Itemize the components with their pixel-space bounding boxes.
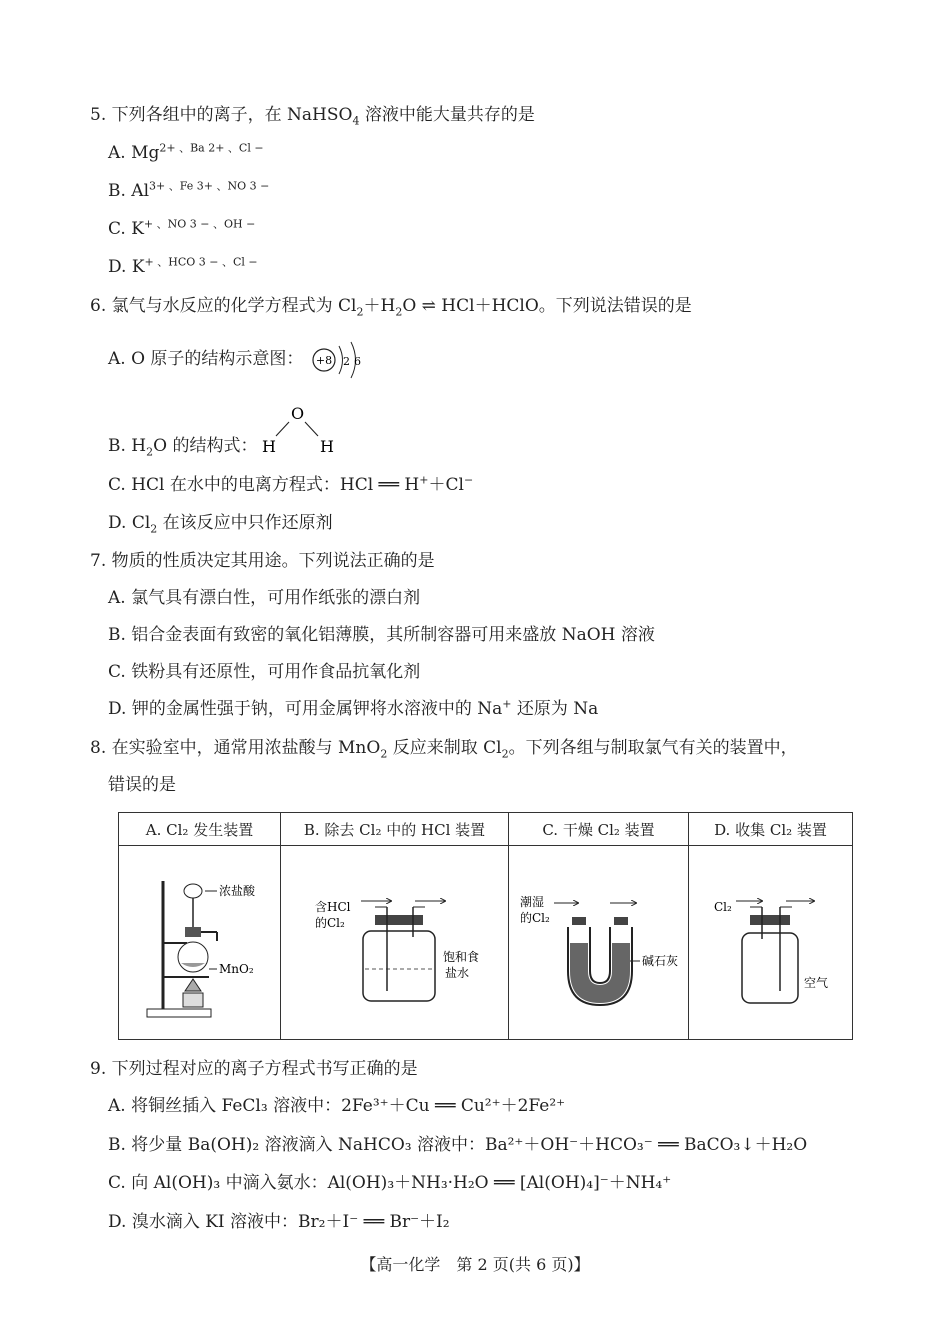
atom-h1: H [262, 437, 276, 456]
apparatus-table [118, 812, 853, 1040]
q6-stem: 6. 氯气与水反应的化学方程式为 $Cl_2+H_2O$ ⇌ HCl＋HClO。下列说法错误的是 [90, 296, 692, 319]
label-mno2: MnO₂ [218, 961, 254, 976]
q5-option-d: D. $K^{+ 、HCO 3 - 、Cl -}$ [108, 255, 258, 277]
q5-b-ions: 3+ 、Fe 3+ 、NO 3 − [149, 179, 270, 193]
apparatus-c [509, 846, 689, 1040]
q9-option-c: C. 向 Al(OH)₃ 中滴入氨水：Al(OH)₃＋NH₃·H₂O ══ [Al(OH)₄]⁻＋NH₄⁺ [108, 1173, 672, 1193]
q5-option-b: B. $Al^{3+ 、Fe 3+ 、NO 3 -}$ [108, 179, 270, 201]
q5-option-a: A. $Mg^{2+ 、Ba 2+ 、Cl -}$ [108, 141, 264, 163]
wash-bottle-icon [295, 851, 495, 1031]
label-hcl-in: 含HCl [314, 899, 350, 914]
q7-option-a: A. 氯气具有漂白性，可用作纸张的漂白剂 [108, 588, 421, 608]
oxygen-atom-diagram [308, 340, 368, 384]
q9-option-b: B. 将少量 Ba(OH)₂ 溶液滴入 NaHCO₃ 溶液中：Ba²⁺＋OH⁻＋HCO₃⁻ ══ BaCO₃↓＋H₂O [108, 1135, 808, 1155]
page-footer: 【高一化学 第 2 页(共 6 页)】 [360, 1255, 590, 1274]
header-b: B. 除去 Cl₂ 中的 HCl 装置 [281, 813, 509, 846]
q8-stem-line2: 错误的是 [108, 775, 176, 795]
q5-stem: 5. 下列各组中的离子，在 NaHSO$_4$ 溶液中能大量共存的是 [90, 105, 535, 128]
q6-option-c: C. HCl 在水中的电离方程式：HCl ══ H+＋Cl− [108, 473, 474, 495]
atom-h2: H [320, 437, 334, 456]
q5-c-ions: + 、NO 3 − 、OH − [143, 217, 256, 231]
label-conc-hcl: 浓盐酸 [218, 883, 255, 898]
header-c: C. 干燥 Cl₂ 装置 [509, 813, 689, 846]
shell-arc-1 [339, 346, 343, 374]
q6-option-b: B. $H_2O$ 的结构式： [108, 436, 258, 459]
apparatus-a [119, 846, 281, 1040]
q5-option-c: C. $K^{+ 、NO 3 - 、OH -}$ [108, 217, 256, 239]
q7-option-c: C. 铁粉具有还原性，可用作食品抗氧化剂 [108, 662, 421, 682]
label-wet2: 的Cl₂ [519, 910, 550, 925]
header-a: A. Cl₂ 发生装置 [119, 813, 281, 846]
q8-stem-line1: 8. 在实验室中，通常用浓盐酸与 MnO$_2$ 反应来制取 $Cl_2$。下列各组与制取氯气有关的装置中， [90, 738, 798, 761]
label-soda-lime: 碱石灰 [641, 953, 678, 968]
header-d: D. 收集 Cl₂ 装置 [689, 813, 853, 846]
q7-stem: 7. 物质的性质决定其用途。下列说法正确的是 [90, 551, 435, 571]
label-hcl-in2: 的Cl₂ [314, 915, 345, 930]
q9-option-d: D. 溴水滴入 KI 溶液中：Br₂＋I⁻ ══ Br⁻＋I₂ [108, 1212, 450, 1232]
nucleus-label: +8 [315, 354, 333, 367]
q6-option-d: D. $Cl_2$ 在该反应中只作还原剂 [108, 513, 333, 536]
q6-option-a: A. O 原子的结构示意图： [108, 349, 304, 369]
shell2-count: 6 [354, 355, 361, 368]
q7-option-b: B. 铝合金表面有致密的氧化铝薄膜，其所制容器可用来盛放 NaOH 溶液 [108, 625, 655, 645]
q7-option-d: D. 钾的金属性强于钠，可用金属钾将水溶液中的 Na+ 还原为 Na [108, 697, 599, 719]
shell1-count: 2 [343, 355, 350, 368]
collection-bottle-icon [696, 851, 846, 1031]
apparatus-d [689, 846, 853, 1040]
label-brine2: 盐水 [444, 965, 469, 980]
q9-stem: 9. 下列过程对应的离子方程式书写正确的是 [90, 1059, 418, 1079]
water-structure [258, 402, 348, 460]
q5-d-ions: + 、HCO 3 − 、Cl − [144, 255, 258, 269]
apparatus-b [281, 846, 509, 1040]
q5-a-ions: 2+ 、Ba 2+ 、Cl − [159, 141, 264, 155]
label-air: 空气 [803, 975, 828, 990]
label-cl2: Cl₂ [713, 899, 732, 914]
label-wet: 潮湿 [519, 894, 544, 909]
u-tube-icon [514, 851, 684, 1031]
q9-option-a: A. 将铜丝插入 FeCl₃ 溶液中：2Fe³⁺＋Cu ══ Cu²⁺＋2Fe²⁺ [108, 1096, 566, 1116]
atom-o: O [291, 404, 305, 423]
label-brine: 饱和食 [442, 949, 479, 964]
generator-apparatus-icon [125, 851, 275, 1031]
